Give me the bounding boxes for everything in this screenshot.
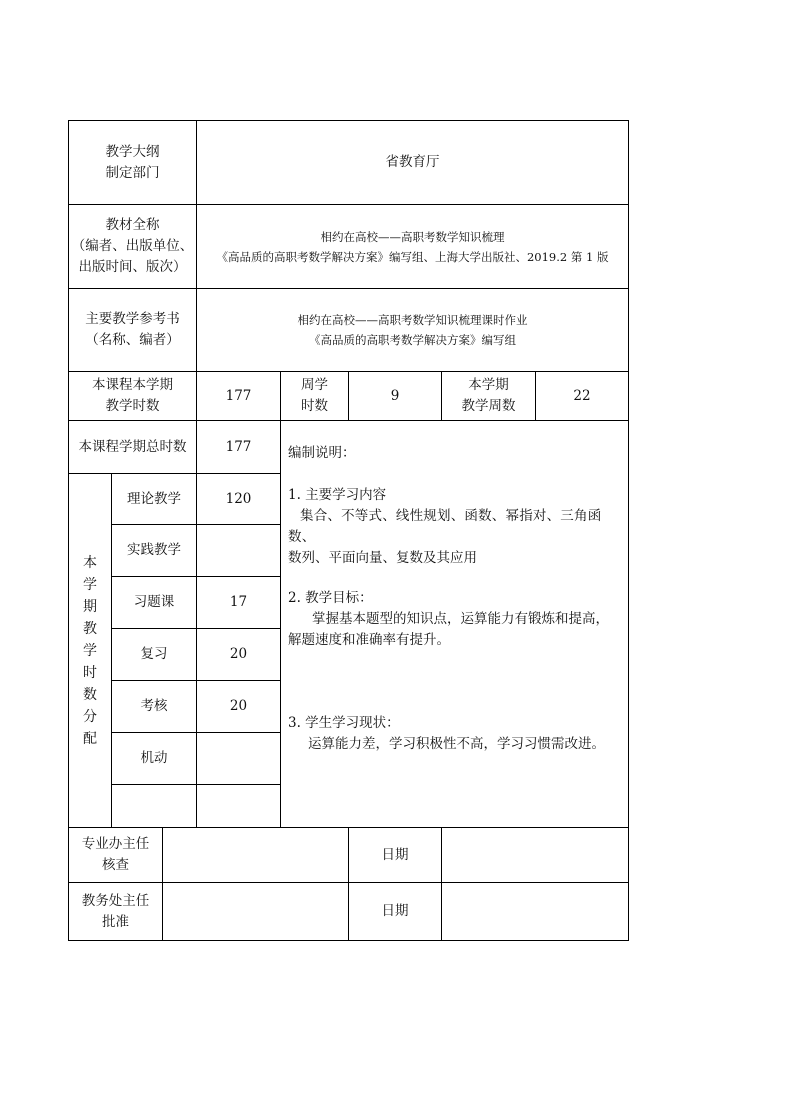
semester-hours-label-line: 教学时数 — [105, 398, 160, 414]
notes-section-2-line: 解题速度和准确率有提升。 — [288, 632, 450, 648]
side-label-char: 配 — [83, 730, 97, 747]
notes-section-2-title: 2. 教学目标： — [288, 590, 373, 606]
notes-section-3-line: 运算能力差，学习积极性不高，学习习惯需改进。 — [308, 736, 605, 752]
major-director-label-line: 专业办主任 — [81, 836, 150, 852]
date-label: 日期 — [381, 846, 409, 863]
academic-director-signature[interactable] — [163, 883, 348, 940]
reference-value — [197, 289, 628, 371]
semester-hours-label — [69, 372, 196, 420]
semester-hours-value: 177 — [225, 387, 252, 404]
side-label-char: 分 — [83, 708, 97, 725]
outline-dept-label — [69, 121, 196, 204]
outline-dept-label-line: 制定部门 — [105, 164, 160, 181]
weekly-hours-value: 9 — [390, 387, 400, 404]
academic-director-label-line: 批准 — [102, 913, 129, 930]
textbook-publisher: 《高品质的高职考数学解决方案》编写组、上海大学出版社、2019.2 第 1 版 — [216, 249, 609, 264]
side-label-char: 数 — [83, 686, 97, 703]
exercise-label: 习题课 — [133, 594, 175, 610]
weeks-label — [442, 372, 535, 420]
assessment-label: 考核 — [140, 698, 168, 714]
notes-section-3 — [288, 713, 628, 755]
semester-hours-label-line: 本课程本学期 — [92, 377, 173, 393]
notes-section-2 — [288, 588, 628, 651]
weekly-hours-label — [281, 372, 348, 420]
compilation-notes — [288, 443, 624, 464]
assessment-value: 20 — [229, 698, 248, 714]
textbook-label — [69, 205, 196, 288]
side-label-char: 教 — [83, 620, 97, 637]
notes-section-1-title: 1. 主要学习内容 — [288, 487, 387, 503]
major-director-signature[interactable] — [163, 828, 348, 882]
textbook-label-line: （编者、出版单位、 — [71, 238, 194, 254]
textbook-title: 相约在高校——高职考数学知识梳理 — [320, 229, 505, 244]
review-value: 20 — [229, 646, 248, 662]
weekly-hours-label-line: 周学 — [301, 377, 328, 393]
textbook-value — [197, 205, 628, 288]
total-hours-value: 177 — [225, 438, 252, 455]
reference-label — [69, 289, 196, 371]
reference-title: 相约在高校——高职考数学知识梳理课时作业 — [297, 313, 528, 327]
outline-dept-label-line: 教学大纲 — [105, 143, 160, 160]
distribution-side-label — [69, 474, 111, 827]
side-label-char: 时 — [83, 664, 97, 681]
theory-label: 理论教学 — [127, 490, 181, 507]
exercise-value: 17 — [229, 594, 248, 610]
reference-editor: 《高品质的高职考数学解决方案》编写组 — [309, 333, 516, 347]
date-label: 日期 — [381, 903, 409, 919]
textbook-label-line: 教材全称 — [105, 217, 160, 233]
notes-section-2-line: 掌握基本题型的知识点，运算能力有锻炼和提高， — [312, 611, 609, 627]
side-label-char: 学 — [83, 642, 97, 659]
notes-section-1 — [288, 485, 628, 569]
notes-section-3-title: 3. 学生学习现状： — [288, 715, 400, 731]
major-director-label — [69, 828, 162, 882]
flexible-value — [197, 733, 280, 784]
practice-value — [197, 525, 280, 576]
side-label-char: 学 — [83, 576, 97, 593]
side-label-char: 期 — [83, 598, 97, 615]
border-right — [628, 120, 629, 941]
weekly-hours-label-line: 时数 — [301, 398, 328, 414]
flexible-label: 机动 — [140, 750, 168, 766]
practice-label: 实践教学 — [127, 542, 181, 558]
academic-director-label — [69, 883, 162, 940]
weeks-label-line: 本学期 — [468, 377, 509, 393]
theory-value: 120 — [225, 490, 252, 507]
side-label-char: 本 — [83, 554, 97, 571]
review-label: 复习 — [140, 646, 168, 662]
academic-director-label-line: 教务处主任 — [81, 892, 150, 909]
notes-section-1-line: 集合、不等式、线性规划、函数、幂指对、三角函数、 — [288, 508, 602, 545]
col-divider — [280, 420, 281, 827]
total-hours-label: 本课程学期总时数 — [78, 438, 187, 455]
weeks-value: 22 — [573, 387, 591, 404]
major-director-date[interactable] — [442, 828, 628, 882]
outline-dept-value: 省教育厅 — [385, 154, 440, 170]
notes-heading: 编制说明： — [288, 445, 356, 461]
empty-cell — [112, 785, 280, 827]
textbook-label-line: 出版时间、版次） — [78, 259, 187, 275]
notes-section-1-line: 数列、平面向量、复数及其应用 — [288, 550, 477, 566]
weeks-label-line: 教学周数 — [461, 398, 516, 414]
reference-label-line: 主要教学参考书 — [85, 311, 180, 327]
academic-director-date[interactable] — [442, 883, 628, 940]
major-director-label-line: 核查 — [102, 857, 129, 873]
reference-label-line: （名称、编者） — [85, 332, 180, 348]
